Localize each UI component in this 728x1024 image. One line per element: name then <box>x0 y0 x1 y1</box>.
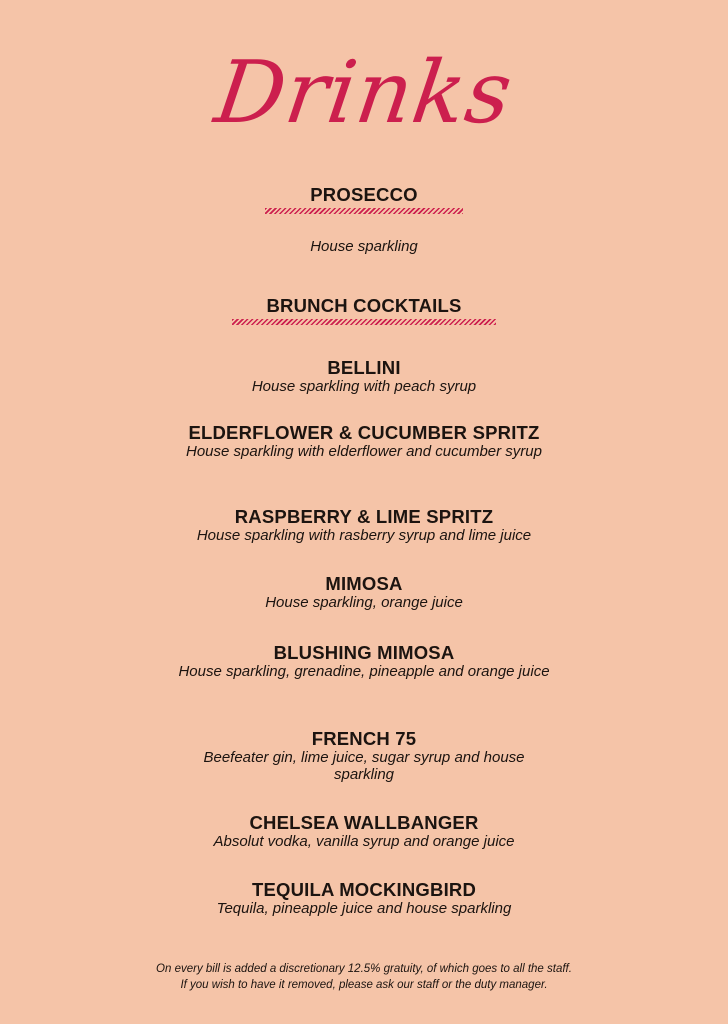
item-description: Absolut vodka, vanilla syrup and orange juice <box>213 833 515 850</box>
section-heading: BRUNCH COCKTAILS <box>266 295 462 316</box>
section-prosecco <box>0 184 728 214</box>
footer-line: On every bill is added a discretionary 12.5% gratuity, of which goes to all the staff. <box>156 963 572 975</box>
item-description: House sparkling with peach syrup <box>251 378 477 395</box>
gratuity-footer <box>0 961 728 993</box>
heading-underline <box>265 208 463 214</box>
item-description: House sparkling with elderflower and cucumber syrup <box>185 443 542 460</box>
item-name: ELDERFLOWER & CUCUMBER SPRITZ <box>188 422 540 443</box>
item-name: FRENCH 75 <box>311 728 417 749</box>
item-description: Tequila, pineapple juice and house sparkling <box>216 900 512 917</box>
menu-item <box>0 573 728 612</box>
section-heading: PROSECCO <box>310 184 418 205</box>
item-description: House sparkling with rasberry syrup and lime juice <box>196 527 532 544</box>
item-name: BELLINI <box>327 357 401 378</box>
item-name: BLUSHING MIMOSA <box>273 642 455 663</box>
section-brunch-cocktails <box>0 295 728 325</box>
menu-item <box>0 642 728 681</box>
item-name: TEQUILA MOCKINGBIRD <box>251 879 477 900</box>
item-name: RASPBERRY & LIME SPRITZ <box>234 506 494 527</box>
footer-line: If you wish to have it removed, please ask our staff or the duty manager. <box>180 979 548 991</box>
menu-item <box>0 422 728 461</box>
item-description: House sparkling, grenadine, pineapple and orange juice <box>178 663 550 680</box>
item-name: CHELSEA WALLBANGER <box>249 812 479 833</box>
heading-underline <box>232 319 496 325</box>
menu-item <box>0 728 728 783</box>
item-description: Beefeater gin, lime juice, sugar syrup and house sparkling <box>203 749 525 783</box>
menu-item <box>0 812 728 851</box>
menu-item <box>0 357 728 396</box>
menu-item <box>0 506 728 545</box>
menu-title: Drinks <box>209 43 519 143</box>
menu-item <box>0 879 728 918</box>
section-note: House sparkling <box>310 238 418 255</box>
item-description: House sparkling, orange juice <box>265 594 463 611</box>
item-name: MIMOSA <box>325 573 403 594</box>
